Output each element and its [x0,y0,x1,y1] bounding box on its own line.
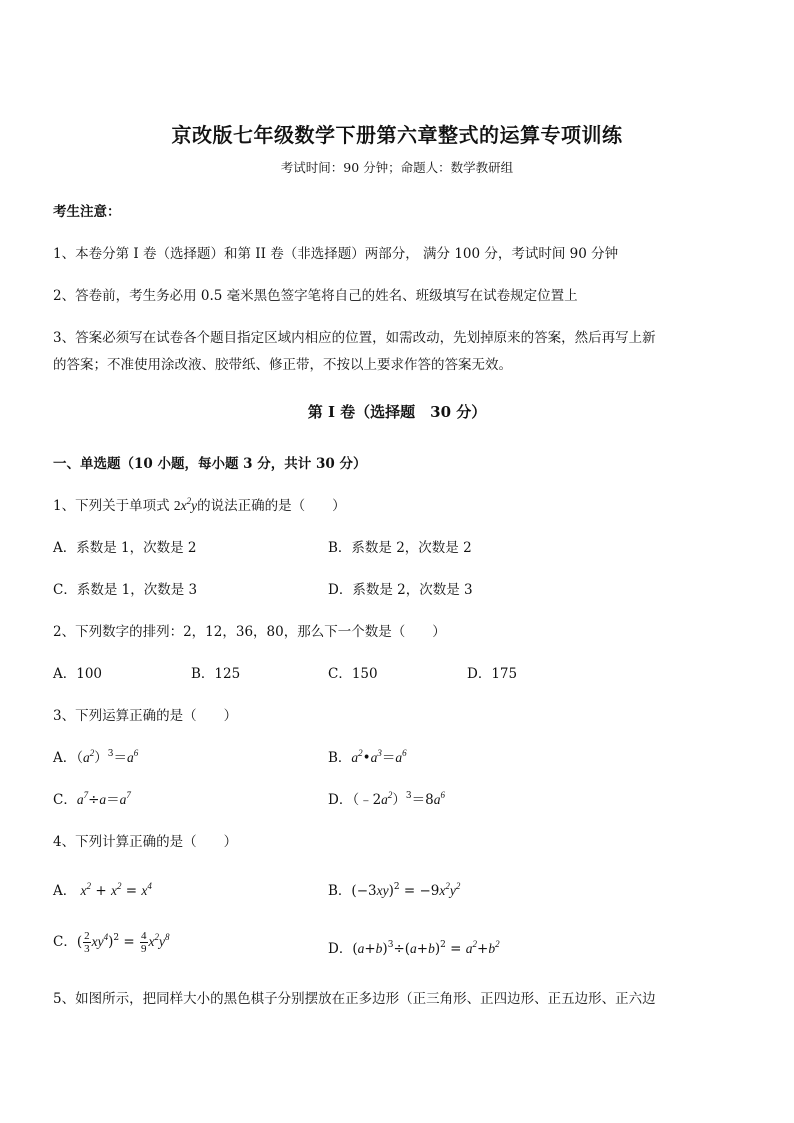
option-label: C． [53,792,77,808]
section-title: 第 I 卷（选择题 30 分） [307,403,487,421]
question-1-option-d[interactable]: D．系数是 2，次数是 3 [328,582,473,598]
notice-item-1: 1、本卷分第 I 卷（选择题）和第 II 卷（非选择题）两部分， 满分 100 分，考试时间 90 分钟 [53,246,619,262]
question-1-option-b[interactable]: B．系数是 2，次数是 2 [328,540,472,556]
question-3-option-d[interactable]: D．$(﹣2a^2)^3=8a^6$ [328,790,445,808]
question-4-option-d[interactable]: D．$(a+b)^3\div(a+b)^2 = a^2+b^2$ [328,939,500,957]
part-heading: 一、单选题（10 小题，每小题 3 分，共计 30 分） [53,456,367,472]
option-label: A． [53,883,77,899]
question-2-option-c[interactable]: C．150 [328,666,378,682]
question-4-option-c[interactable]: C．( $\frac{2}{3}$ $xy^4)^2$ = $\frac{4}{9}$ $x^2y^8$ [53,930,170,955]
question-4-option-a[interactable]: A． $x^2 + x^2 = x^4$ [53,881,152,899]
question-2-option-d[interactable]: D．175 [467,666,518,682]
question-2-option-b[interactable]: B．125 [191,666,241,682]
question-1-monomial: $2x^2y$ [173,496,198,513]
exam-info: 考试时间：90 分钟；命题人：数学教研组 [280,160,514,175]
question-5-stem: 5、如图所示，把同样大小的黑色棋子分别摆放在正多边形（正三角形、正四边形、正五边形、正六边 [53,991,656,1007]
question-2-option-a[interactable]: A．100 [53,666,103,682]
option-label: B． [328,883,352,899]
question-1-option-c[interactable]: C．系数是 1，次数是 3 [53,582,198,598]
option-label: C． [53,934,77,950]
notice-item-3-cont: 的答案；不准使用涂改液、胶带纸、修正带，不按以上要求作答的答案无效。 [53,357,512,373]
question-1-stem [53,494,346,514]
question-3-option-a[interactable]: A．$(a^2)^3=a^6$ [53,748,139,766]
fraction: $\frac{2}{3}$ [84,930,90,955]
fraction: $\frac{4}{9}$ [141,930,147,955]
notice-item-2: 2、答卷前，考生务必用 0.5 毫米黑色签字笔将自己的姓名、班级填写在试卷规定位置上 [53,288,578,304]
page-title: 京改版七年级数学下册第六章整式的运算专项训练 [171,123,623,147]
notice-heading: 考生注意： [53,204,121,220]
option-label: A． [53,750,77,766]
question-4-option-b[interactable]: B．$(-3xy)^2 = -9x^2y^2$ [328,881,461,899]
question-2-stem: 2、下列数字的排列：2，12，36，80，那么下一个数是（ ） [53,624,446,640]
option-label: B． [328,750,352,766]
notice-item-3: 3、答案必须写在试卷各个题目指定区域内相应的位置，如需改动，先划掉原来的答案，然后再写上新 [53,330,656,346]
option-label: D． [328,792,353,808]
question-3-option-c[interactable]: C．$a^7\div a=a^7$ [53,790,131,808]
question-3-option-b[interactable]: B．$a^2•a^3=a^6$ [328,748,407,766]
question-1-option-a[interactable]: A．系数是 1，次数是 2 [53,540,197,556]
question-3-stem: 3、下列运算正确的是（ ） [53,708,238,724]
question-1-stem-text: 1、下列关于单项式 [53,498,174,514]
question-4-stem: 4、下列计算正确的是（ ） [53,834,238,850]
option-label: D． [328,941,353,957]
question-1-stem-tail: 的说法正确的是（ ） [197,498,346,514]
